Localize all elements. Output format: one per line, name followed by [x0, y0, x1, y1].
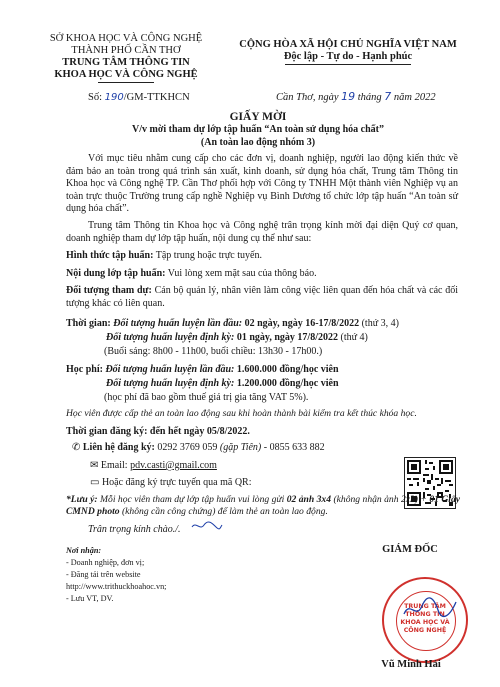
training-content: Nội dung lớp tập huấn: Vui lòng xem mặt sau của thông báo.: [66, 268, 317, 279]
recipient-2: - Đăng tải trên website: [66, 570, 141, 579]
national-title: CỘNG HÒA XÃ HỘI CHỦ NGHĨA VIỆT NAM: [239, 39, 457, 50]
org-name-line2: KHOA HỌC VÀ CÔNG NGHỆ: [54, 69, 198, 80]
document-subtitle: (An toàn lao động nhóm 3): [200, 137, 316, 148]
contact-line: ✆ Liên hệ đăng ký: 0292 3769 059 (gặp Tiên) - 0855 633 882: [72, 442, 325, 453]
org-parent-name: SỞ KHOA HỌC VÀ CÔNG NGHỆ: [49, 33, 203, 44]
email-line: ✉ Email: pdv.casti@gmail.com: [90, 460, 217, 471]
motto-underline: [285, 64, 411, 65]
issue-date: Cần Thơ, ngày 19 tháng 7 năm 2022: [276, 90, 436, 103]
note-paragraph: *Lưu ý: Mỗi học viên tham dự lớp tập huấn vui lòng gửi 02 ảnh 3x4 (không nhận ảnh 2x3) + 01 Giấy CMND photo (không cần công chứng) để làm thẻ an toàn lao động.: [66, 494, 460, 517]
training-target: Đối tượng tham dự: Cán bộ quản lý, nhân viên làm công việc liên quan đến hóa chất và các đối tượng khác có liên quan.: [66, 285, 458, 309]
training-form: Hình thức tập huấn: Tập trung hoặc trực tuyến.: [66, 250, 262, 261]
computer-icon: ▭: [90, 477, 100, 488]
signer-position: GIÁM ĐỐC: [382, 544, 438, 555]
document-title: GIẤY MỜI: [229, 111, 287, 123]
fee-periodic: Đối tượng huấn luyện định kỳ: 1.200.000 đồng/học viên: [106, 378, 339, 389]
time-periodic: Đối tượng huấn luyện định kỳ: 01 ngày, ngày 17/8/2022 (thứ 4): [106, 332, 368, 343]
org-city: THÀNH PHỐ CẦN THƠ: [71, 45, 181, 56]
document-subject: V/v mời tham dự lớp tập huấn “An toàn sử dụng hóa chất”: [131, 124, 385, 135]
recipient-4: - Lưu VT, DV.: [66, 594, 114, 603]
signer-name: Vũ Minh Hải: [381, 659, 441, 670]
fee-vat-note: (học phí đã bao gồm thuế giá trị gia tăng VAT 5%).: [104, 392, 309, 403]
time-sessions: (Buổi sáng: 8h00 - 11h00, buổi chiều: 13h30 - 17h00.): [104, 346, 323, 357]
recipient-website: http://www.trithuckhoahoc.vn;: [66, 582, 167, 591]
phone-icon: ✆: [72, 442, 81, 453]
intro-paragraph-1: Với mục tiêu nhằm cung cấp cho các đơn vị, doanh nghiệp, người lao động kiến thức về đảm bảo an toàn trong quá trình sản xuất, kinh doanh, sử dụng hóa chất, Trung tâm Thông tin Khoa học và Công nghệ TP. Cần Thơ phối hợp với Công ty TNHH Một thành viên Nghiệp vụ an toàn trực thuộc Trường trung cấp nghề Nghiệp vụ Bình Dương tổ chức lớp tập huấn “An toàn sử dụng hóa chất”.: [66, 153, 458, 215]
document-number: Số: 190/GM-TTKHCN: [88, 92, 190, 103]
recipient-1: - Doanh nghiệp, đơn vị;: [66, 558, 145, 567]
national-motto: Độc lập - Tự do - Hạnh phúc: [283, 51, 413, 62]
recipients-title: Nơi nhận:: [66, 546, 102, 555]
closing-remark: Trân trọng kính chào./.: [88, 524, 181, 535]
intro-paragraph-2: Trung tâm Thông tin Khoa học và Công nghệ trân trọng kính mời đại diện Quý cơ quan, doanh nghiệp tham dự lớp tập huấn, nội dung cụ thể như sau:: [66, 220, 458, 244]
org-name-line1: TRUNG TÂM THÔNG TIN: [62, 57, 190, 68]
online-registration-line: ▭ Hoặc đăng ký trực tuyến qua mã QR:: [90, 477, 252, 488]
email-link[interactable]: pdv.casti@gmail.com: [130, 460, 217, 471]
registration-deadline: Thời gian đăng ký: đến hết ngày 05/8/2022.: [66, 426, 250, 437]
org-underline: [98, 82, 154, 83]
email-icon: ✉: [90, 460, 99, 471]
handwritten-signature: [400, 594, 460, 624]
official-seal: TRUNG TÂM THÔNG TIN KHOA HỌC VÀ CÔNG NGHỆ: [382, 577, 468, 663]
certificate-note: Học viên được cấp thẻ an toàn lao động sau khi hoàn thành bài kiểm tra kết thúc khóa học.: [66, 408, 417, 419]
time-first: Thời gian: Đối tượng huấn luyện lần đầu: 02 ngày, ngày 16-17/8/2022 (thứ 3, 4): [66, 318, 399, 329]
initial-mark: [190, 519, 224, 533]
fee-first: Học phí: Đối tượng huấn luyện lần đầu: 1.600.000 đồng/học viên: [66, 364, 339, 375]
